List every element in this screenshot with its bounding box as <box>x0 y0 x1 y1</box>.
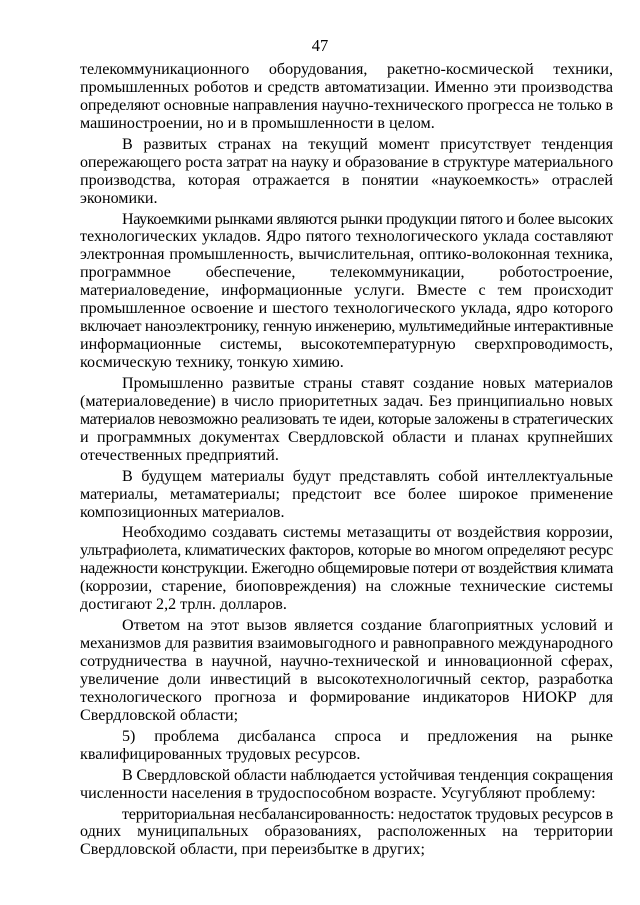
paragraph <box>80 61 613 133</box>
text-line: отечественных предприятий. <box>80 446 279 464</box>
paragraph <box>80 524 613 614</box>
text-line: космическую технику, тонкую химию. <box>80 354 344 371</box>
text-line: включает наноэлектронику, генную инженерию, мультимедийные интерактивные <box>80 318 613 336</box>
text-line: технологического прогноза и формирование индикаторов НИОКР для <box>80 688 613 706</box>
text-line: Свердловской области, при переизбытке в других; <box>80 841 425 859</box>
text-line: технологических укладов. Ядро пятого технологического уклада составляют <box>80 228 613 246</box>
text-line: В развитых странах на текущий момент присутствует тенденция <box>122 135 613 153</box>
text-line: территориальная несбалансированность: недостаток трудовых ресурсов в <box>122 805 613 823</box>
text-line: машиностроении, но и в промышленности в целом. <box>80 114 435 132</box>
page-number: 47 <box>311 36 329 55</box>
text-line: телекоммуникационного оборудования, ракетно-космической техники, <box>80 61 613 78</box>
text-line: одних муниципальных образованиях, расположенных на территории <box>80 823 613 841</box>
paragraph <box>80 806 613 860</box>
text-line: 5) проблема дисбаланса спроса и предложения на рынке <box>122 727 613 745</box>
text-line: экономики. <box>80 189 158 207</box>
paragraph <box>80 211 613 372</box>
text-line: материалов невозможно реализовать те идеи, которые заложены в стратегических <box>80 410 613 428</box>
text-line: В будущем материалы будут представлять собой интеллектуальные <box>122 467 613 485</box>
text-line: промышленное освоение и шестого технологического уклада, ядро которого <box>80 300 613 318</box>
text-line: информационные системы, высокотемпературную сверхпроводимость, <box>80 336 613 354</box>
paragraph <box>80 767 613 803</box>
paragraph <box>80 375 613 465</box>
text-line: ультрафиолета, климатических факторов, которые во многом определяют ресурс <box>80 542 613 560</box>
paragraph <box>80 136 613 208</box>
text-line: сотрудничества в научной, научно-технической и инновационной сферах, <box>80 653 613 670</box>
text-line: Промышленно развитые страны ставят создание новых материалов <box>122 374 613 392</box>
text-line: механизмов для развития взаимовыгодного и равноправного международного <box>80 635 613 653</box>
text-line: композиционных материалов. <box>80 503 285 521</box>
text-line: программное обеспечение, телекоммуникации, роботостроение, <box>80 264 613 282</box>
text-line: (коррозии, старение, биоповреждения) на сложные технические системы <box>80 578 613 596</box>
text-line: Необходимо создавать системы метазащиты от воздействия коррозии, <box>122 524 613 542</box>
text-line: и программных документах Свердловской области и планах крупнейших <box>80 428 613 446</box>
text-line: электронная промышленность, вычислительная, оптико-волоконная техника, <box>80 246 613 264</box>
text-line: производства, которая отражается в понятии «наукоемкость» отраслей <box>80 171 613 189</box>
text-line: численности населения в трудоспособном возрасте. Усугубляют проблему: <box>80 784 596 802</box>
text-line: квалифицированных трудовых ресурсов. <box>80 745 361 763</box>
text-line: определяют основные направления научно-технического прогресса не только в <box>80 96 613 114</box>
text-line: материаловедение, информационные услуги. Вместе с тем происходит <box>80 282 613 300</box>
text-line: достигают 2,2 трлн. долларов. <box>80 596 287 614</box>
text-line: В Свердловской области наблюдается устойчивая тенденция сокращения <box>122 766 613 784</box>
text-line: опережающего роста затрат на науку и образование в структуре материального <box>80 153 613 171</box>
text-line: увеличение доли инвестиций в высокотехнологичный сектор, разработка <box>80 670 613 688</box>
text-line: Ответом на этот вызов является создание благоприятных условий и <box>122 617 613 635</box>
paragraph <box>80 468 613 522</box>
text-line: Свердловской области; <box>80 706 239 724</box>
text-line: материалы, метаматериалы; предстоит все более широкое применение <box>80 485 613 503</box>
paragraph <box>80 617 613 725</box>
text-line: (материаловедение) в число приоритетных задач. Без принципиально новых <box>80 392 613 410</box>
text-line: Наукоемкими рынками являются рынки продукции пятого и более высоких <box>122 210 613 228</box>
text-line: надежности конструкции. Ежегодно общемировые потери от воздействия климата <box>80 560 613 578</box>
text-line: промышленных роботов и средств автоматизации. Именно эти производства <box>80 78 613 96</box>
body-text <box>80 61 613 859</box>
paragraph <box>80 728 613 764</box>
